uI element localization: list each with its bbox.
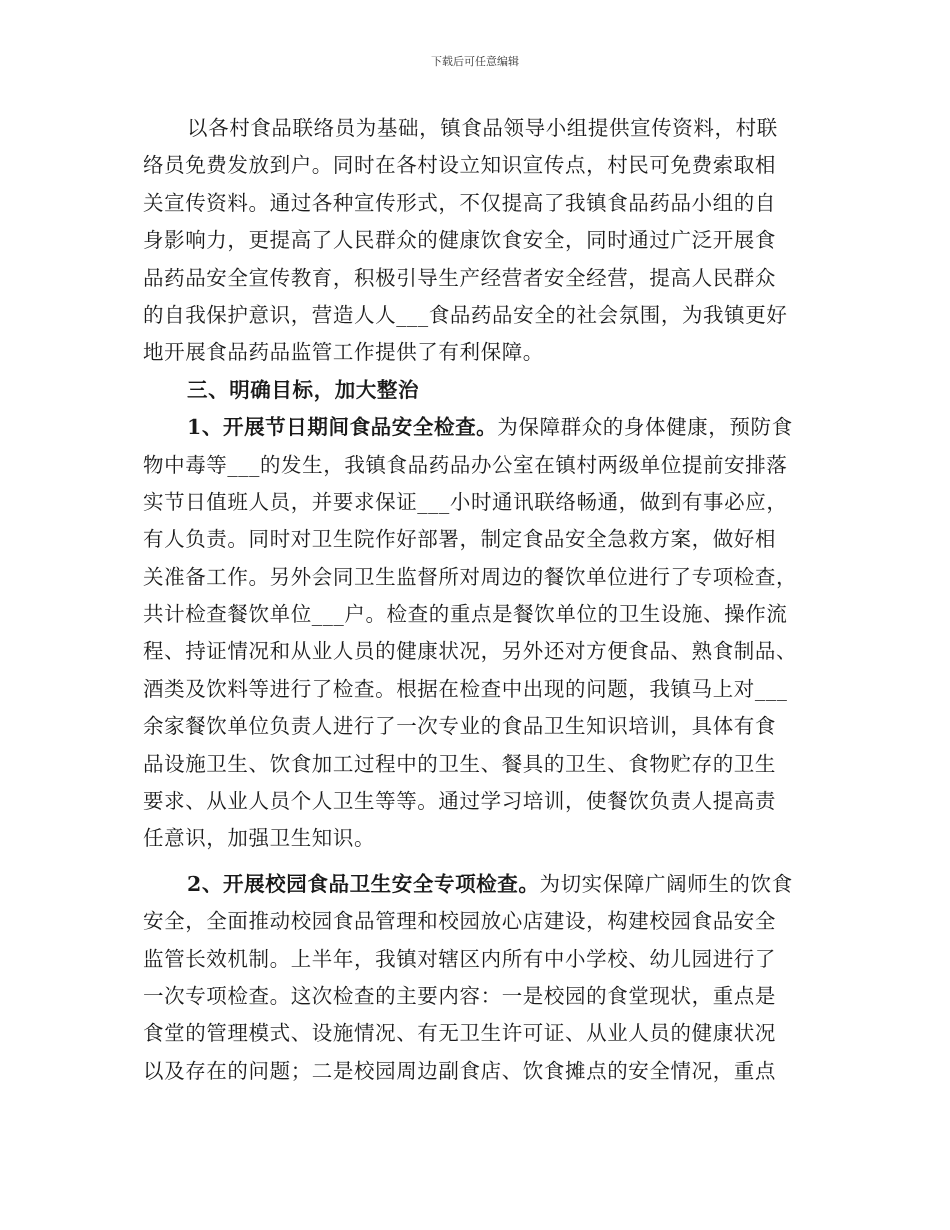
paragraph-gap (143, 858, 833, 866)
document-body (143, 110, 833, 1090)
paragraph-line: 关宣传资料。通过各种宣传形式，不仅提高了我镇食品药品小组的自 (143, 190, 776, 215)
paragraph-line: 要求、从业人员个人卫生等等。通过学习培训，使餐饮负责人提高责 (143, 789, 776, 814)
page-header: 下载后可任意编辑 (431, 55, 519, 68)
paragraph-line: 以及存在的问题；二是校园周边副食店、饮食摊点的安全情况，重点 (143, 1058, 776, 1083)
paragraph-text: 为切实保障广阔师生的饮食 (539, 871, 793, 896)
paragraph-line: 的自我保护意识，营造人人___食品药品安全的社会氛围，为我镇更好 (143, 302, 788, 327)
paragraph-line: 余家餐饮单位负责人进行了一次专业的食品卫生知识培训，具体有食 (143, 714, 776, 739)
paragraph-line: 身影响力，更提高了人民群众的健康饮食安全，同时通过广泛开展食 (143, 228, 776, 253)
paragraph-line: 地开展食品药品监管工作提供了有利保障。 (143, 340, 544, 365)
paragraph-line: 监管长效机制。上半年，我镇对辖区内所有中小学校、幼儿园进行了 (143, 946, 776, 971)
paragraph-line: 食堂的管理模式、设施情况、有无卫生许可证、从业人员的健康状况 (143, 1021, 776, 1046)
paragraph-line: 安全，全面推动校园食品管理和校园放心店建设，构建校园食品安全 (143, 909, 776, 934)
paragraph-line: 程、持证情况和从业人员的健康状况，另外还对方便食品、熟食制品、 (143, 639, 798, 664)
section-heading: 三、明确目标，加大整治 (187, 377, 420, 402)
paragraph-line: 实节日值班人员，并要求保证___小时通讯联络畅通，做到有事必应， (143, 489, 788, 514)
paragraph-line: 任意识，加强卫生知识。 (143, 826, 376, 851)
paragraph-line: 品药品安全宣传教育，积极引导生产经营者安全经营，提高人民群众 (143, 265, 776, 290)
paragraph-line: 品设施卫生、饮食加工过程中的卫生、餐具的卫生、食物贮存的卫生 (143, 751, 776, 776)
paragraph-line: 酒类及饮料等进行了检查。根据在检查中出现的问题，我镇马上对___ (143, 676, 788, 701)
paragraph-line (143, 409, 833, 446)
paragraph-line (143, 866, 833, 903)
paragraph-text: 为保障群众的身体健康，预防食 (497, 415, 793, 440)
paragraph-line: 有人负责。同时对卫生院作好部署，制定食品安全急救方案，做好相 (143, 527, 776, 552)
paragraph-line: 络员免费发放到户。同时在各村设立知识宣传点，村民可免费索取相 (143, 153, 776, 178)
paragraph-line: 以各村食品联络员为基础，镇食品领导小组提供宣传资料，村联 (187, 116, 778, 140)
paragraph-line: 共计检查餐饮单位___户。检查的重点是餐饮单位的卫生设施、操作流 (143, 602, 788, 627)
paragraph-line: 关准备工作。另外会同卫生监督所对周边的餐饮单位进行了专项检查， (143, 564, 798, 589)
subheading-2: 2、开展校园食品卫生安全专项检查。 (187, 871, 540, 896)
paragraph-line: 一次专项检查。这次检查的主要内容：一是校园的食堂现状，重点是 (143, 983, 776, 1008)
subheading-1: 1、开展节日期间食品安全检查。 (187, 415, 498, 440)
paragraph-line: 物中毒等___的发生，我镇食品药品办公室在镇村两级单位提前安排落 (143, 452, 788, 477)
